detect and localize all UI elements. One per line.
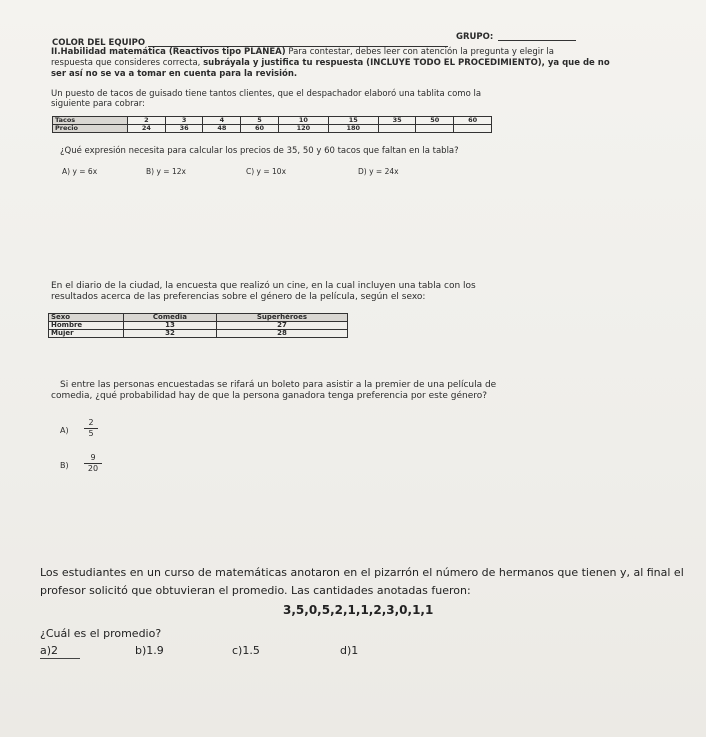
q3-stem-2: profesor solicitó que obtuvieran el promedio. Las cantidades anotadas fueron: bbox=[40, 584, 471, 597]
q2-option-b[interactable]: B) bbox=[60, 461, 69, 470]
table-row bbox=[49, 322, 348, 330]
precio-cell: 48 bbox=[203, 125, 241, 133]
row-label-precio: Precio bbox=[53, 125, 128, 133]
row-label-mujer: Mujer bbox=[49, 330, 124, 338]
precio-cell bbox=[416, 125, 454, 133]
tacos-cell: 2 bbox=[128, 117, 166, 125]
q2-stem-1: En el diario de la ciudad, la encuesta que realizó un cine, en la cual incluyen una tabla con los bbox=[51, 281, 476, 291]
survey-table bbox=[48, 313, 348, 338]
precio-cell bbox=[454, 125, 492, 133]
precio-cell: 24 bbox=[128, 125, 166, 133]
q2-option-a[interactable]: A) bbox=[60, 426, 69, 435]
tacos-cell: 60 bbox=[454, 117, 492, 125]
q1-option-d[interactable]: D) y = 24x bbox=[358, 167, 399, 176]
row-label-tacos: Tacos bbox=[53, 117, 128, 125]
group-line bbox=[498, 40, 576, 41]
precio-cell: 60 bbox=[241, 125, 279, 133]
header-superheroes: Superhéroes bbox=[216, 314, 347, 322]
tacos-cell: 5 bbox=[241, 117, 279, 125]
precio-cell bbox=[378, 125, 416, 133]
precio-cell: 180 bbox=[328, 125, 378, 133]
precio-cell: 120 bbox=[278, 125, 328, 133]
intro-line-2 bbox=[51, 58, 651, 69]
q2-fraction-a bbox=[84, 418, 98, 439]
precio-cell: 36 bbox=[165, 125, 203, 133]
tacos-cell: 3 bbox=[165, 117, 203, 125]
fraction-denominator: 5 bbox=[88, 429, 94, 438]
table-row bbox=[53, 125, 492, 133]
tacos-table bbox=[52, 116, 492, 133]
intro-text-2: respuesta que consideres correcta, bbox=[51, 58, 204, 68]
tacos-cell: 4 bbox=[203, 117, 241, 125]
q3-option-b[interactable]: b)1.9 bbox=[135, 644, 164, 657]
q1-stem-1: Un puesto de tacos de guisado tiene tantos clientes, que el despachador elaboró una tablita como la bbox=[51, 89, 482, 99]
header-comedia: Comedia bbox=[124, 314, 217, 322]
team-label: COLOR DEL EQUIPO bbox=[52, 38, 146, 48]
header-sexo: Sexo bbox=[49, 314, 124, 322]
q3-option-a[interactable]: a)2 bbox=[40, 643, 80, 659]
q1-option-c[interactable]: C) y = 10x bbox=[246, 167, 287, 176]
q2-fraction-b bbox=[84, 453, 102, 474]
intro-text-1: Para contestar, debes leer con atención la pregunta y elegir la bbox=[285, 47, 554, 57]
cell-mujer-comedia: 32 bbox=[124, 330, 217, 338]
q1-option-b[interactable]: B) y = 12x bbox=[146, 167, 186, 176]
intro-line-3: ser así no se va a tomar en cuenta para la revisión. bbox=[51, 69, 298, 79]
cell-hombre-superheroes: 27 bbox=[216, 322, 347, 330]
q3-stem-1: Los estudiantes en un curso de matemáticas anotaron en el pizarrón el número de hermanos que tienen y, al final el bbox=[40, 566, 684, 579]
section-title: II.Habilidad matemática (Reactivos tipo PLANEA) bbox=[51, 47, 286, 57]
fraction-numerator: 2 bbox=[84, 418, 98, 429]
table-row bbox=[49, 330, 348, 338]
intro-line-1 bbox=[51, 47, 651, 58]
q2-stem-2: resultados acerca de las preferencias sobre el género de la película, según el sexo: bbox=[51, 292, 426, 302]
row-label-hombre: Hombre bbox=[49, 322, 124, 330]
q1-stem-2: siguiente para cobrar: bbox=[51, 99, 146, 109]
cell-mujer-superheroes: 28 bbox=[216, 330, 347, 338]
fraction-denominator: 20 bbox=[87, 464, 99, 473]
intro-text-2b: subráyala y justifica tu respuesta (INCLUYE TODO EL PROCEDIMIENTO), ya que de no bbox=[203, 58, 610, 68]
tacos-cell: 35 bbox=[378, 117, 416, 125]
q2-question-2: comedia, ¿qué probabilidad hay de que la persona ganadora tenga preferencia por este género? bbox=[51, 391, 488, 401]
cell-hombre-comedia: 13 bbox=[124, 322, 217, 330]
q2-question-1: Si entre las personas encuestadas se rifará un boleto para asistir a la premier de una película de bbox=[60, 380, 497, 390]
fraction-numerator: 9 bbox=[84, 453, 102, 464]
q3-question: ¿Cuál es el promedio? bbox=[40, 627, 162, 640]
q3-data: 3,5,0,5,2,1,1,2,3,0,1,1 bbox=[283, 603, 434, 617]
q3-option-c[interactable]: c)1.5 bbox=[232, 644, 260, 657]
table-row bbox=[49, 314, 348, 322]
q1-question: ¿Qué expresión necesita para calcular los precios de 35, 50 y 60 tacos que faltan en la tabla? bbox=[60, 146, 459, 156]
tacos-cell: 50 bbox=[416, 117, 454, 125]
table-row bbox=[53, 117, 492, 125]
q1-option-a[interactable]: A) y = 6x bbox=[62, 167, 98, 176]
tacos-cell: 15 bbox=[328, 117, 378, 125]
tacos-cell: 10 bbox=[278, 117, 328, 125]
q3-option-d[interactable]: d)1 bbox=[340, 644, 359, 657]
group-label: GRUPO: bbox=[456, 32, 494, 42]
